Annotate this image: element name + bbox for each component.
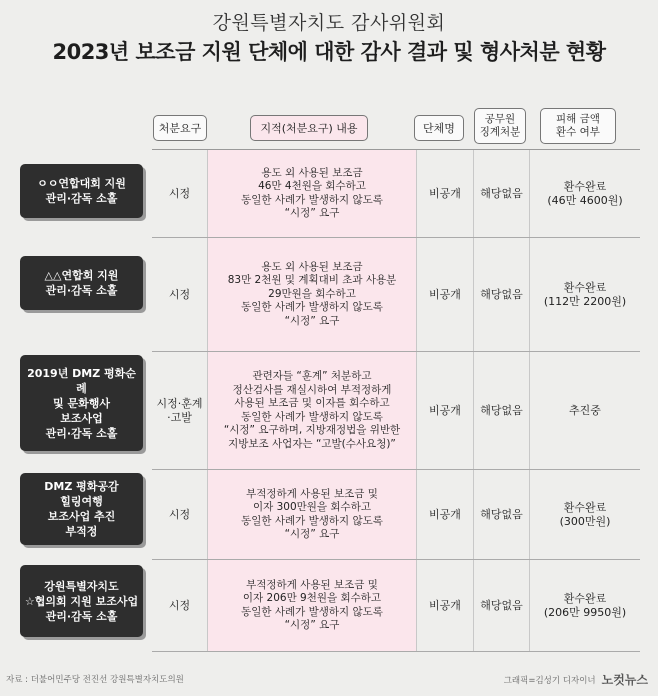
row-label: 2019년 DMZ 평화순례 및 문화행사 보조사업 관리·감독 소홀: [20, 355, 143, 451]
discipline-cell: 해당없음: [474, 352, 530, 469]
column-header-org-name: 단체명: [414, 115, 464, 141]
content-cell: 관련자들 “훈계” 처분하고 정산검사를 재실시하여 부적정하게 사용된 보조금 및 이자를 회수하고 동일한 사례가 발생하지 않도록 “시정” 요구하며, 지방재정법을 위반한 지방보조 사업자는 “고발(수사요청)”: [208, 352, 417, 469]
recovery-cell: 추진중: [569, 403, 601, 417]
table-row: [152, 150, 640, 238]
column-header-request: 처분요구: [153, 115, 207, 141]
request-cell: 시정: [152, 238, 208, 351]
table-row: [152, 470, 640, 560]
source-note: 자료 : 더불어민주당 전진선 강원특별자치도의원: [6, 675, 184, 685]
discipline-cell: 해당없음: [474, 470, 530, 559]
org-name-cell: 비공개: [417, 150, 474, 237]
request-cell: 시정: [152, 470, 208, 559]
row-label: ㅇㅇ연합대회 지원 관리·감독 소홀: [20, 164, 143, 218]
org-name-cell: 비공개: [417, 238, 474, 351]
request-cell: 시정·훈계 ·고발: [152, 352, 208, 469]
request-cell: 시정: [152, 150, 208, 237]
page-title: 강원특별자치도 감사위원회: [212, 12, 446, 34]
row-label: 강원특별자치도 ☆협의회 지원 보조사업 관리·감독 소홀: [20, 565, 143, 637]
publisher-logo: 노컷뉴스: [601, 673, 648, 687]
table-row: [152, 238, 640, 352]
request-cell: 시정: [152, 560, 208, 651]
recovery-cell: 환수완료 (112만 2200원): [543, 280, 627, 308]
content-cell: 용도 외 사용된 보조금 46만 4천원을 회수하고 동일한 사례가 발생하지 않도록 “시정” 요구: [208, 150, 417, 237]
graphic-credit: 그래픽=김성기 디자이너: [503, 675, 596, 686]
column-header-recovery: 피해 금액 환수 여부: [540, 108, 616, 144]
recovery-cell: 환수완료 (206만 9950원): [543, 591, 627, 619]
org-name-cell: 비공개: [417, 352, 474, 469]
credit-area: [504, 671, 648, 688]
org-name-cell: 비공개: [417, 470, 474, 559]
recovery-cell: 환수완료 (46만 4600원): [547, 179, 623, 207]
discipline-cell: 해당없음: [474, 238, 530, 351]
row-label: △△연합회 지원 관리·감독 소홀: [20, 256, 143, 310]
content-cell: 부적정하게 사용된 보조금 및 이자 206만 9천원을 회수하고 동일한 사례가 발생하지 않도록 “시정” 요구: [208, 560, 417, 651]
column-header-content: 지적(처분요구) 내용: [250, 115, 368, 141]
page-subtitle: 2023년 보조금 지원 단체에 대한 감사 결과 및 형사처분 현황: [52, 40, 606, 64]
org-name-cell: 비공개: [417, 560, 474, 651]
row-label: DMZ 평화공감 힐링여행 보조사업 추진 부적정: [20, 473, 143, 545]
recovery-cell: 환수완료 (300만원): [559, 500, 611, 528]
table-row: [152, 352, 640, 470]
discipline-cell: 해당없음: [474, 560, 530, 651]
content-cell: 용도 외 사용된 보조금 83만 2천원 및 계획대비 초과 사용분 29만원을 회수하고 동일한 사례가 발생하지 않도록 “시정” 요구: [208, 238, 417, 351]
discipline-cell: 해당없음: [474, 150, 530, 237]
content-cell: 부적정하게 사용된 보조금 및 이자 300만원을 회수하고 동일한 사례가 발생하지 않도록 “시정” 요구: [208, 470, 417, 559]
table-row: [152, 560, 640, 652]
audit-table: [152, 149, 640, 652]
column-header-discipline: 공무원 징계처분: [474, 108, 526, 144]
